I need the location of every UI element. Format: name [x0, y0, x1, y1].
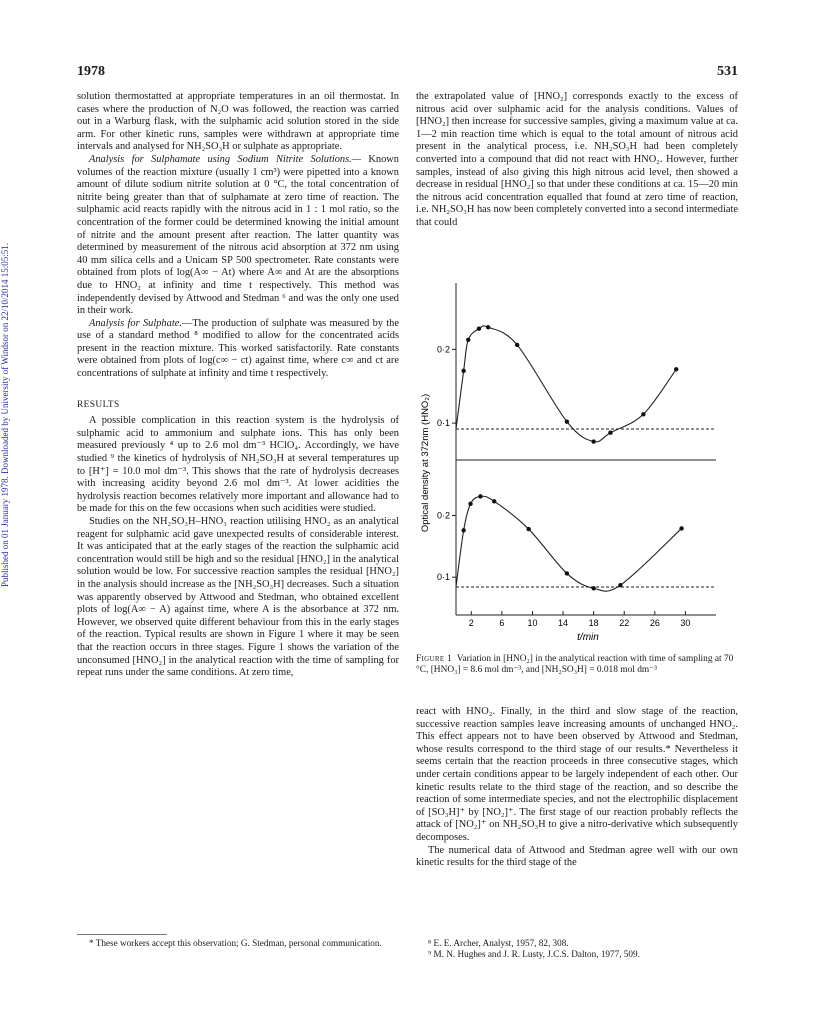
data-point — [565, 419, 569, 423]
subsection-heading: Analysis for Sulphamate using Sodium Nitrite Solutions.— — [89, 153, 362, 165]
paragraph: The numerical data of Attwood and Stedman agree well with our own kinetic results for the third stage of the — [416, 844, 738, 869]
footnote-text: * These workers accept this observation; G. Stedman, personal communication. — [89, 938, 382, 948]
page-number: 531 — [717, 64, 738, 79]
reference-8: ⁸ E. E. Archer, Analyst, 1957, 82, 308. — [428, 938, 569, 948]
data-point — [461, 528, 465, 532]
paragraph: the extrapolated value of [HNO₂] corresponds exactly to the excess of nitrous acid over sulphamic acid for the analysis conditions. Values of [HNO₂] then increase for successive samples, giving a maximum value at ca. 1—2 min reaction time which is equal to the total amount of nitrous acid present in the analytical process, i.e. NH₂SO₃H had been completely converted into a compound that did not react with HNO₂. However, further samples, instead of also giving this high nitrous acid level, then showed a decrease in residual [HNO₂] so that under these conditions at ca. 15—20 min the nitrous acid concentration equalled that found at zero time of reaction, i.e. NH₂SO₃H has now been completely converted into a second intermediate that could — [416, 91, 738, 228]
panel-upper — [437, 325, 716, 444]
data-point — [565, 571, 569, 575]
x-axis-label: t/min — [577, 632, 599, 643]
paragraph — [77, 318, 399, 381]
data-point — [618, 583, 622, 587]
data-point — [466, 338, 470, 342]
y-tick-label: 0·1 — [436, 418, 450, 429]
data-point — [478, 494, 482, 498]
paragraph: react with HNO₂. Finally, in the third and slow stage of the reaction, successive reaction samples leave increasing amounts of unchanged HNO₂. This effect appears not to have been observed by Attwood and Stedman, whose results correspond to the third stage of our results.* Nevertheless it seems certain that the reaction proceeds in three consecutive stages, which under certain conditions appear to be largely independent of each other. Our kinetic results relate to the third stage of the reaction, and so describe the reaction of some intermediate species, and not the electrophilic displacement of [SO₃H]⁺ by [NO₂]⁺. The first stage of our reaction probably reflects the attack of [NO₂]⁺ on NH₂SO₃H to give a nitro-derivative which subsequently decomposes. — [416, 706, 738, 843]
figure-1-plot — [416, 283, 738, 643]
figure-label: Figure 1 — [416, 654, 453, 664]
y-tick-label: 0·2 — [436, 344, 450, 355]
data-point — [641, 412, 645, 416]
x-tick-label: 18 — [588, 618, 599, 628]
series-curve — [456, 326, 676, 442]
y-tick-label: 0·2 — [436, 510, 450, 521]
references — [416, 938, 738, 960]
paragraph: A possible complication in this reaction system is the hydrolysis of sulphamic acid to ammonium and sulphate ions. This has only been measured previously ⁴ up to 2.6 mol dm⁻³ HClO₄. Accordingly, we have studied ⁹ the kinetics of hydrolysis of NH₂SO₃H at several temperatures up to [H⁺] = 10.0 mol dm⁻³. This shows that the rate of hydrolysis decreases with increasing acidity beyond 2.6 mol dm⁻³. At lower acidities the hydrolysis reaction becomes relatively more important and allowance had to be made for this on the few occasions when such acidities were studied. — [77, 415, 399, 515]
series-curve — [456, 496, 682, 591]
data-point — [674, 367, 678, 371]
x-tick-label: 2 — [468, 618, 474, 628]
paragraph-body: Known volumes of the reaction mixture (usually 1 cm³) were pipetted into a known amount of dilute sodium nitrite solution at 0 °C, the total concentration of nitrite being greater than that of sulphamate at zero time of reaction. The sulphamic acid reacts rapidly with the nitrous acid in 1 : 1 mol ratio, so the concentration of the former could be determined knowing the initial amount of nitrite and the amount present after reaction. The latter quantity was determined by measurement of the nitrous acid absorption at 372 nm using 40 mm silica cells and a Unicam SP 500 spectrometer. Rate constants were obtained from plots of log(A∞ − At) where A∞ and At are the absorptions due to HNO₂ at infinity and time t respectively. This method was independently devised by Attwood and Stedman ⁶ and was the only one used in their work. — [77, 153, 399, 317]
paragraph — [77, 154, 399, 318]
data-point — [477, 327, 481, 331]
x-tick-label: 14 — [558, 618, 569, 628]
right-column-upper — [416, 91, 738, 230]
paragraph: Studies on the NH₂SO₃H–HNO₃ reaction utilising HNO₂ as an analytical reagent for sulphamic acid gave unexpected results of considerable interest. It was anticipated that at the early stages of the reaction the sulphamic acid concentration would still be high and so the residual [HNO₂] in the analytical solution would be low. For successive reaction samples the residual [HNO₂] in the analysis should increase as the [NH₂SO₃H] decreases. Such a situation was apparently observed by Attwood and Stedman, who obtained excellent plots of log(A∞ − A) against time, where A is the absorbance at 372 nm. However, we observed quite different behaviour from this in the early stages of the reaction. Typical results are shown in Figure 1 where it may be seen that the reaction occurs in three stages. Figure 1 shows the variation of the unconsumed [HNO₂] in the analytical reaction with the time of sampling for repeat runs under the same conditions. At zero time, — [77, 516, 399, 679]
journal-year: 1978 — [77, 64, 105, 79]
x-tick-label: 26 — [649, 618, 660, 628]
paragraph: solution thermostatted at appropriate temperatures in an oil thermostat. In cases where the production of N₂O was followed, the reaction was carried out in a Warburg flask, with the sulphamic acid solution stored in the side arm. For other kinetic runs, samples were withdrawn at appropriate time intervals and analysed for NH₂SO₃H or sulphate as appropriate. — [77, 91, 399, 153]
plot-panels — [437, 325, 716, 591]
panel-lower — [437, 494, 716, 591]
y-axis-label: Optical density at 372nm (HNO₂) — [420, 393, 431, 533]
reference-9: ⁹ M. N. Hughes and J. R. Lusty, J.C.S. Dalton, 1977, 509. — [428, 949, 640, 959]
x-tick-label: 30 — [680, 618, 691, 628]
paragraph-body: —The production of sulphate was measured by the use of a standard method ⁸ modified to allow for the concentrated acids present in the reaction mixture. This worked satisfactorily. Rate constants were obtained from plots of log(c∞ − ct) against time, where c∞ and ct are concentrations of sulphate at infinity and time t respectively. — [77, 317, 399, 380]
x-tick-label: 22 — [619, 618, 630, 628]
data-point — [468, 502, 472, 506]
data-point — [679, 526, 683, 530]
data-point — [608, 431, 612, 435]
footnote — [77, 938, 399, 949]
data-point — [591, 586, 595, 590]
footnote-rule — [77, 934, 167, 935]
y-tick-label: 0·1 — [436, 572, 450, 583]
figure-caption — [416, 654, 738, 676]
data-point — [486, 325, 490, 329]
left-column — [77, 91, 399, 680]
axes — [456, 283, 716, 628]
data-point — [461, 369, 465, 373]
download-watermark: Published on 01 January 1978. Downloaded by University of Windsor on 22/10/2014 15:05:51. — [0, 243, 10, 587]
right-column-lower — [416, 706, 738, 870]
data-point — [591, 439, 595, 443]
caption-text: Variation in [HNO₂] in the analytical reaction with time of sampling at 70 °C, [HNO₃] = 8.6 mol dm⁻³, and [NH₂SO₃H] = 0.018 mol dm⁻³ — [416, 654, 734, 675]
data-point — [492, 499, 496, 503]
data-point — [515, 343, 519, 347]
x-tick-label: 10 — [527, 618, 538, 628]
x-tick-label: 6 — [499, 618, 505, 628]
section-heading: RESULTS — [77, 399, 120, 410]
data-point — [526, 527, 530, 531]
subsection-heading: Analysis for Sulphate. — [89, 317, 182, 329]
figure-1 — [416, 283, 738, 643]
